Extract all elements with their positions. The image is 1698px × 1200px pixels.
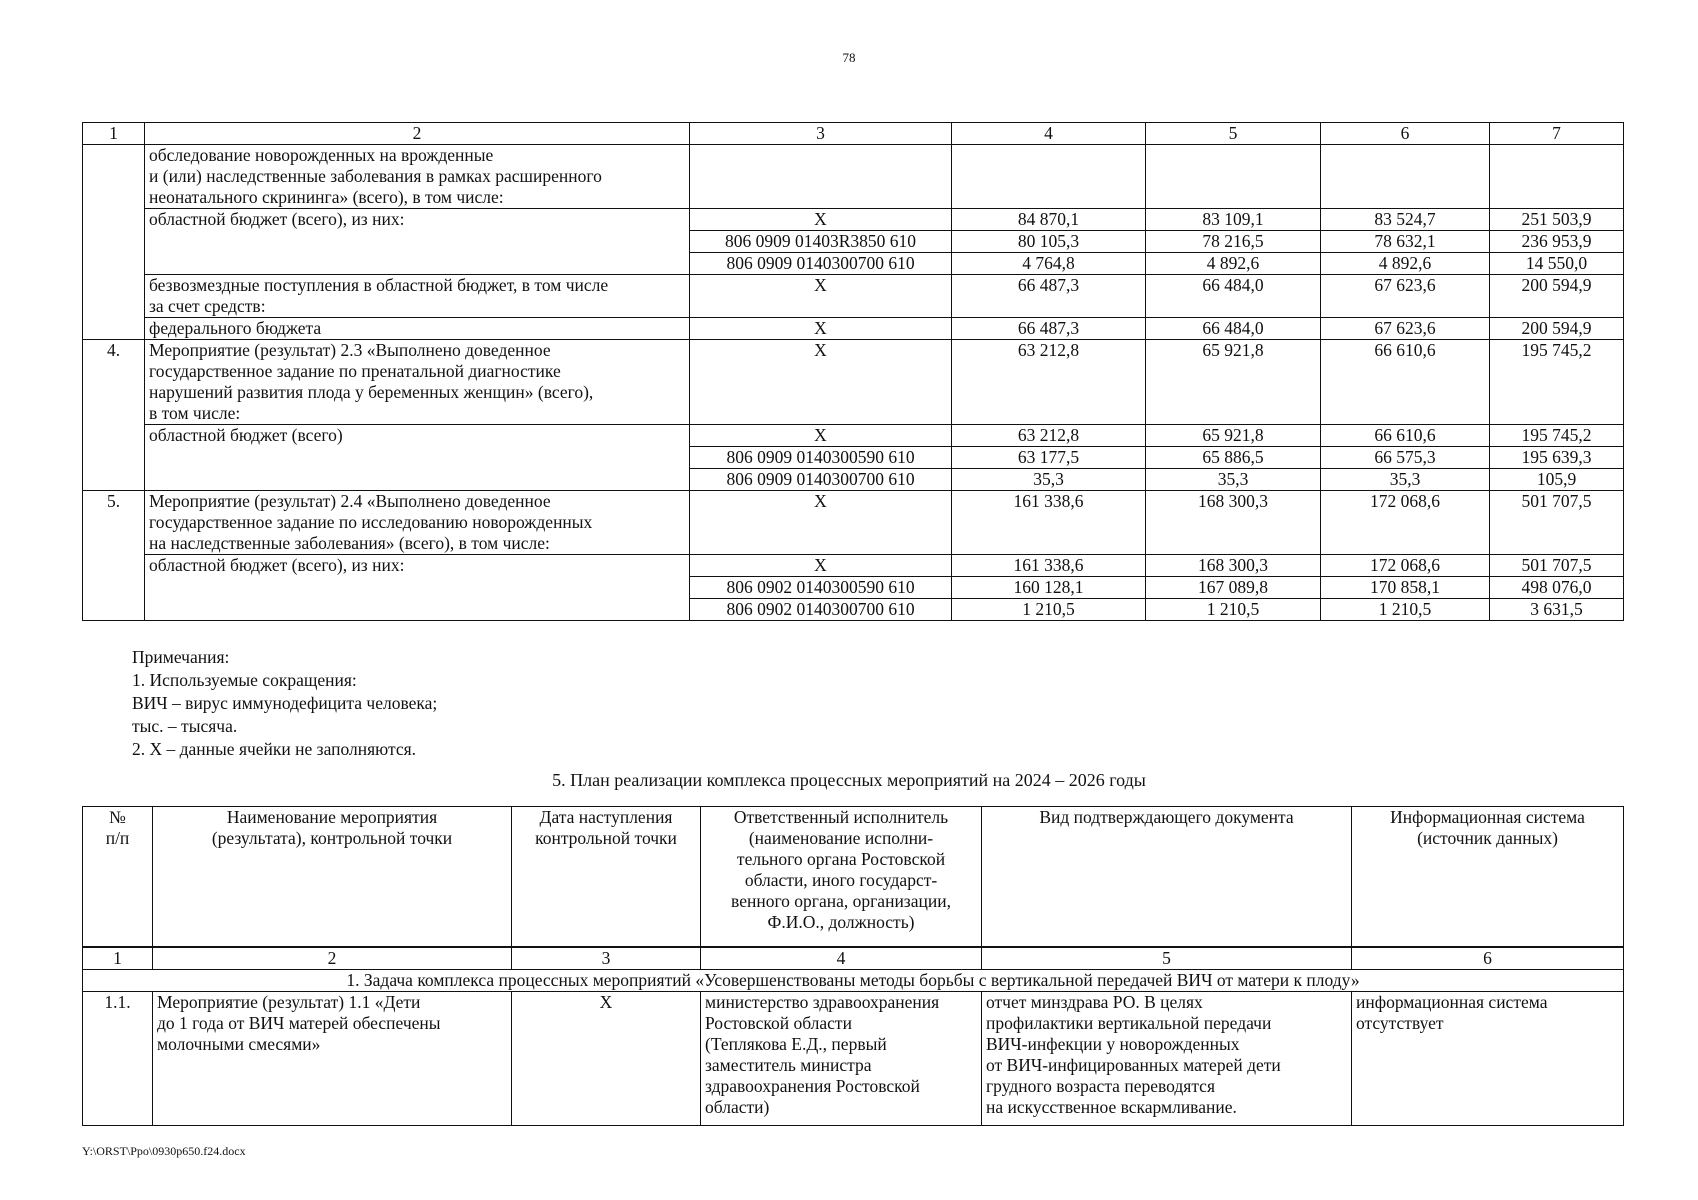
value-v5: 65 921,8 — [1146, 340, 1321, 425]
column-number: 4 — [952, 123, 1146, 145]
task-cell: 1. Задача комплекса процессных мероприятий «Усовершенствованы методы борьбы с вертикальной передачей ВИЧ от матери к плоду» — [83, 969, 1624, 991]
column-number: 2 — [145, 123, 690, 145]
column-number: 5 — [982, 947, 1352, 970]
row-date: X — [512, 991, 701, 1125]
budget-code: X — [690, 275, 952, 318]
budget-code: X — [690, 318, 952, 340]
row-number: 5. — [83, 491, 145, 621]
table-row — [83, 340, 1624, 425]
table-row — [83, 555, 1624, 577]
value-v7: 14 550,0 — [1490, 253, 1624, 275]
value-v4: 160 128,1 — [952, 577, 1146, 599]
budget-code: 806 0909 0140300700 610 — [690, 469, 952, 491]
column-number: 6 — [1352, 947, 1624, 970]
header-cell: Ответственный исполнитель (наименование исполни- тельного органа Ростовской области, иного государст- венного органа, организации, Ф.И.О., должность) — [701, 807, 982, 947]
value-v4: 161 338,6 — [952, 555, 1146, 577]
note-line: 2. X – данные ячейки не заполняются. — [132, 739, 417, 759]
row-number: 1.1. — [83, 991, 153, 1125]
footer-path: Y:\ORST\Ppo\0930p650.f24.docx — [82, 1144, 246, 1158]
value-v7: 501 707,5 — [1490, 491, 1624, 555]
budget-code: X — [690, 209, 952, 231]
task-row — [83, 969, 1624, 991]
value-v5: 35,3 — [1146, 469, 1321, 491]
row-name: областной бюджет (всего), из них: — [145, 209, 690, 275]
plan-table — [82, 806, 1624, 1126]
header-cell: № п/п — [83, 807, 153, 947]
header-cell: Вид подтверждающего документа — [982, 807, 1352, 947]
column-number: 1 — [83, 947, 153, 970]
value-v5: 1 210,5 — [1146, 599, 1321, 621]
value-v7: 195 639,3 — [1490, 447, 1624, 469]
note-line: ВИЧ – вирус иммунодефицита человека; — [132, 693, 438, 713]
table-row — [83, 491, 1624, 555]
value-v5: 168 300,3 — [1146, 491, 1321, 555]
value-v5: 65 886,5 — [1146, 447, 1321, 469]
value-v4: 4 764,8 — [952, 253, 1146, 275]
table-row — [83, 318, 1624, 340]
column-number: 4 — [701, 947, 982, 970]
budget-code: X — [690, 491, 952, 555]
value-v7: 200 594,9 — [1490, 275, 1624, 318]
notes — [132, 646, 437, 761]
value-v5: 167 089,8 — [1146, 577, 1321, 599]
budget-code: 806 0909 0140300590 610 — [690, 447, 952, 469]
row-name: Мероприятие (результат) 2.3 «Выполнено доведенное государственное задание по пренатальной диагностике нарушений развития плода у беременных женщин» (всего), в том числе: — [145, 340, 690, 425]
value-v6: 66 610,6 — [1321, 340, 1490, 425]
budget-code: 806 0909 01403R3850 610 — [690, 231, 952, 253]
table-row — [83, 425, 1624, 447]
value-v4: 84 870,1 — [952, 209, 1146, 231]
row-number: 4. — [83, 340, 145, 491]
note-line: 1. Используемые сокращения: — [132, 670, 357, 690]
value-v4: 66 487,3 — [952, 318, 1146, 340]
row-name: обследование новорожденных на врожденные и (или) наследственные заболевания в рамках расширенного неонатального скрининга» (всего), в том числе: — [145, 145, 690, 209]
value-v5: 168 300,3 — [1146, 555, 1321, 577]
value-v7: 236 953,9 — [1490, 231, 1624, 253]
budget-code: 806 0909 0140300700 610 — [690, 253, 952, 275]
note-line: Примечания: — [132, 647, 230, 667]
row-responsible: министерство здравоохранения Ростовской области (Теплякова Е.Д., первый заместитель министра здравоохранения Ростовской области) — [701, 991, 982, 1125]
value-v6: 170 858,1 — [1321, 577, 1490, 599]
funding-table — [82, 122, 1624, 621]
value-v6: 67 623,6 — [1321, 275, 1490, 318]
value-v6: 1 210,5 — [1321, 599, 1490, 621]
value-v7: 501 707,5 — [1490, 555, 1624, 577]
value-v7: 195 745,2 — [1490, 340, 1624, 425]
value-v7 — [1490, 145, 1624, 209]
value-v7: 3 631,5 — [1490, 599, 1624, 621]
value-v5: 66 484,0 — [1146, 318, 1321, 340]
value-v6: 66 610,6 — [1321, 425, 1490, 447]
value-v6: 172 068,6 — [1321, 491, 1490, 555]
value-v5: 4 892,6 — [1146, 253, 1321, 275]
row-number — [83, 145, 145, 340]
value-v4: 63 177,5 — [952, 447, 1146, 469]
row-name: безвозмездные поступления в областной бюджет, в том числе за счет средств: — [145, 275, 690, 318]
row-name: федерального бюджета — [145, 318, 690, 340]
value-v6: 67 623,6 — [1321, 318, 1490, 340]
column-number: 5 — [1146, 123, 1321, 145]
value-v6: 172 068,6 — [1321, 555, 1490, 577]
value-v7: 105,9 — [1490, 469, 1624, 491]
page-number: 78 — [842, 50, 856, 65]
value-v5: 66 484,0 — [1146, 275, 1321, 318]
value-v4: 63 212,8 — [952, 425, 1146, 447]
value-v4 — [952, 145, 1146, 209]
value-v5: 78 216,5 — [1146, 231, 1321, 253]
row-document: отчет минздрава РО. В целях профилактики вертикальной передачи ВИЧ-инфекции у новорожденных от ВИЧ-инфицированных матерей дети грудного возраста переводятся на искусственное вскармливание. — [982, 991, 1352, 1125]
row-name: областной бюджет (всего), из них: — [145, 555, 690, 621]
value-v4: 161 338,6 — [952, 491, 1146, 555]
value-v5 — [1146, 145, 1321, 209]
budget-code: 806 0902 0140300700 610 — [690, 599, 952, 621]
budget-code — [690, 145, 952, 209]
budget-code: X — [690, 555, 952, 577]
column-number: 3 — [690, 123, 952, 145]
value-v5: 65 921,8 — [1146, 425, 1321, 447]
column-number: 6 — [1321, 123, 1490, 145]
value-v4: 66 487,3 — [952, 275, 1146, 318]
column-number: 2 — [153, 947, 512, 970]
value-v6 — [1321, 145, 1490, 209]
value-v6: 35,3 — [1321, 469, 1490, 491]
column-number: 3 — [512, 947, 701, 970]
row-name: Мероприятие (результат) 2.4 «Выполнено доведенное государственное задание по исследованию новорожденных на наследственные заболевания» (всего), в том числе: — [145, 491, 690, 555]
value-v7: 498 076,0 — [1490, 577, 1624, 599]
table-row — [83, 275, 1624, 318]
value-v6: 66 575,3 — [1321, 447, 1490, 469]
value-v7: 195 745,2 — [1490, 425, 1624, 447]
column-number: 7 — [1490, 123, 1624, 145]
value-v5: 83 109,1 — [1146, 209, 1321, 231]
header-row — [83, 807, 1624, 947]
header-row — [83, 123, 1624, 145]
header-cell: Информационная система (источник данных) — [1352, 807, 1624, 947]
value-v6: 83 524,7 — [1321, 209, 1490, 231]
row-name: Мероприятие (результат) 1.1 «Дети до 1 года от ВИЧ матерей обеспечены молочными смесями» — [153, 991, 512, 1125]
value-v4: 35,3 — [952, 469, 1146, 491]
value-v6: 78 632,1 — [1321, 231, 1490, 253]
column-number: 1 — [83, 123, 145, 145]
value-v4: 1 210,5 — [952, 599, 1146, 621]
value-v6: 4 892,6 — [1321, 253, 1490, 275]
budget-code: X — [690, 425, 952, 447]
budget-code: X — [690, 340, 952, 425]
column-number-row — [83, 947, 1624, 970]
header-cell: Дата наступления контрольной точки — [512, 807, 701, 947]
table-row — [83, 991, 1624, 1125]
row-name: областной бюджет (всего) — [145, 425, 690, 491]
table-row — [83, 209, 1624, 231]
note-line: тыс. – тысяча. — [132, 716, 238, 736]
header-cell: Наименование мероприятия (результата), контрольной точки — [153, 807, 512, 947]
table-row — [83, 145, 1624, 209]
value-v7: 251 503,9 — [1490, 209, 1624, 231]
budget-code: 806 0902 0140300590 610 — [690, 577, 952, 599]
section-title: 5. План реализации комплекса процессных мероприятий на 2024 – 2026 годы — [552, 770, 1146, 790]
value-v7: 200 594,9 — [1490, 318, 1624, 340]
value-v4: 80 105,3 — [952, 231, 1146, 253]
value-v4: 63 212,8 — [952, 340, 1146, 425]
row-system: информационная система отсутствует — [1352, 991, 1624, 1125]
